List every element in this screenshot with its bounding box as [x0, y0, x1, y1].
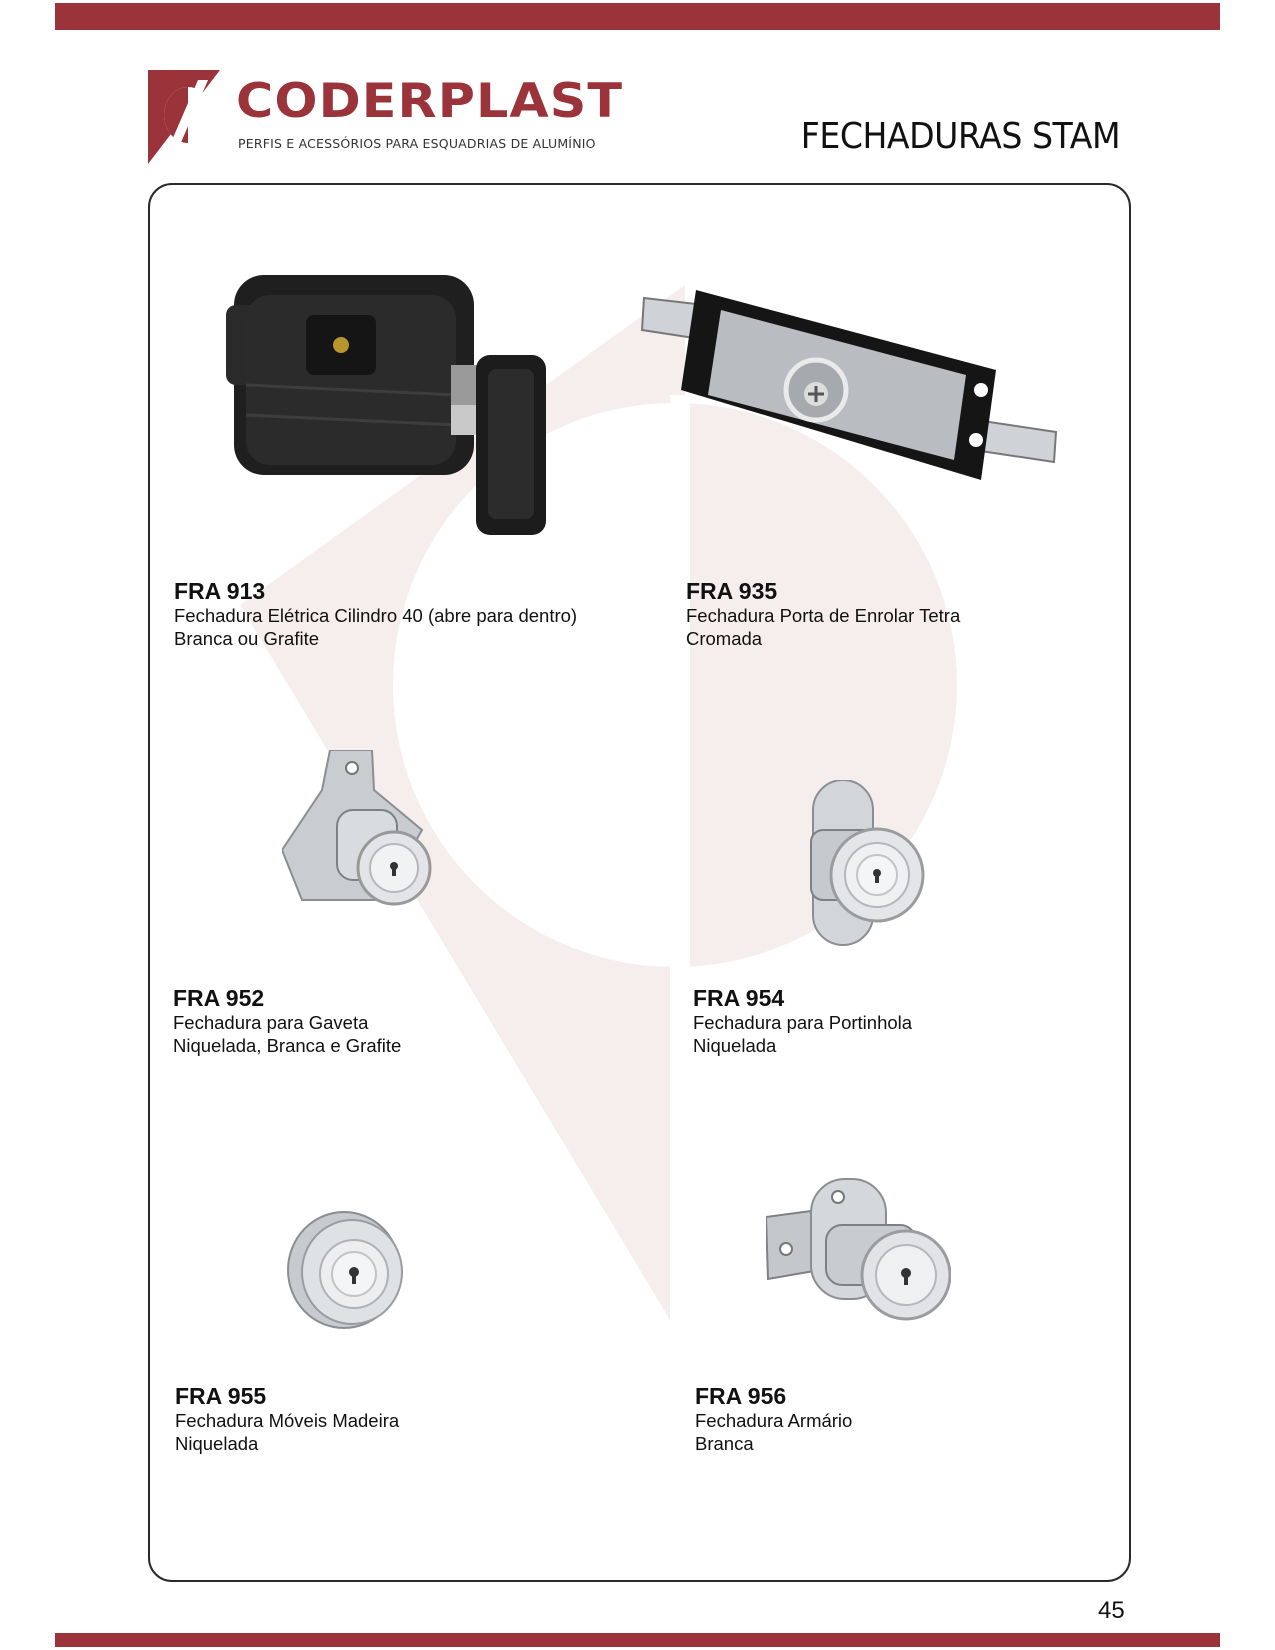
- product-code: FRA 952: [173, 985, 265, 1011]
- page-title: FECHADURAS STAM: [800, 116, 1120, 157]
- product-code: FRA 954: [693, 985, 785, 1011]
- brand-name: CODERPLAST: [236, 74, 624, 129]
- product-description: Fechadura Armário: [695, 1410, 853, 1431]
- product-description: Fechadura Móveis Madeira: [175, 1410, 400, 1431]
- drawer-lock-icon: [282, 750, 442, 920]
- product-description: Fechadura Elétrica Cilindro 40 (abre para dentro): [174, 605, 578, 626]
- product-code: FRA 935: [686, 578, 778, 604]
- top-accent-bar: [55, 3, 1220, 30]
- product-code: FRA 913: [174, 578, 266, 604]
- brand-tagline: PERFIS E ACESSÓRIOS PARA ESQUADRIAS DE ALUMÍNIO: [238, 136, 596, 151]
- product-description: Fechadura para Portinhola: [693, 1012, 913, 1033]
- bottom-accent-bar: [55, 1633, 1220, 1647]
- product-code: FRA 956: [695, 1383, 787, 1409]
- product-panel: [148, 183, 1131, 1582]
- furniture-lock-icon: [286, 1208, 416, 1333]
- product-finish: Cromada: [686, 628, 763, 649]
- hatch-lock-icon: [805, 780, 935, 950]
- product-finish: Branca ou Grafite: [174, 628, 319, 649]
- product-finish: Niquelada: [175, 1433, 259, 1454]
- logo-mark-icon: [148, 70, 228, 166]
- product-description: Fechadura para Gaveta: [173, 1012, 369, 1033]
- page-number: 45: [1098, 1597, 1125, 1624]
- cabinet-lock-icon: [766, 1175, 951, 1325]
- product-finish: Niquelada, Branca e Grafite: [173, 1035, 402, 1056]
- roller-door-lock-icon: [636, 290, 1066, 490]
- product-code: FRA 955: [175, 1383, 267, 1409]
- product-description: Fechadura Porta de Enrolar Tetra: [686, 605, 961, 626]
- product-finish: Branca: [695, 1433, 754, 1454]
- brand-logo: [148, 70, 624, 170]
- product-finish: Niquelada: [693, 1035, 777, 1056]
- electric-rim-lock-icon: [226, 265, 566, 535]
